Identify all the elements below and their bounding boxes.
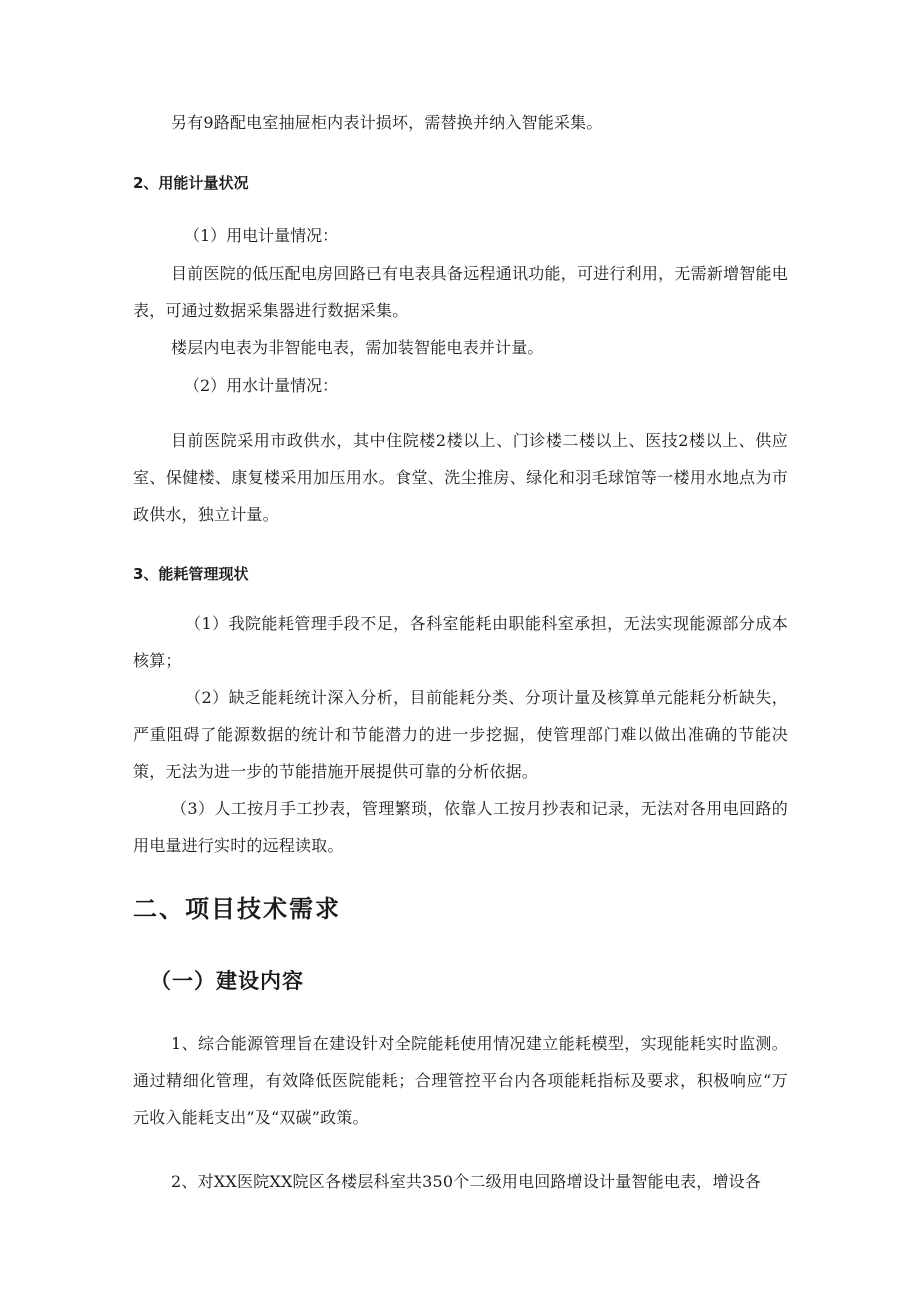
subsection-title: （一）建设内容 (150, 968, 304, 993)
section-title: 二、项目技术需求 (133, 894, 341, 923)
paragraph-management-2: （2）缺乏能耗统计深入分析，目前能耗分类、分项计量及核算单元能耗分析缺失，严重阻碍了能源数据的统计和节能潜力的进一步挖掘，使管理部门难以做出准确的节能决策，无法为进一步的节能措施开展提供可靠的分析依据。 (133, 688, 788, 781)
paragraph-electricity-2: 楼层内电表为非智能电表，需加装智能电表并计量。 (171, 338, 544, 357)
paragraph-electricity-1: 目前医院的低压配电房回路已有电表具备远程通讯功能，可进行利用，无需新增智能电表，可通过数据采集器进行数据采集。 (133, 264, 788, 320)
paragraph-broken-meters: 另有9路配电室抽屉柜内表计损坏，需替换并纳入智能采集。 (171, 113, 603, 132)
subheading-water-metering: （2）用水计量情况： (184, 376, 339, 395)
heading-metering-status: 2、用能计量状况 (133, 174, 249, 192)
paragraph-management-3: （3）人工按月手工抄表，管理繁琐，依靠人工按月抄表和记录，无法对各用电回路的用电量进行实时的远程读取。 (133, 799, 788, 855)
paragraph-management-1: （1）我院能耗管理手段不足，各科室能耗由职能科室承担，无法实现能源部分成本核算； (133, 614, 788, 670)
paragraph-build-1: 1、综合能源管理旨在建设针对全院能耗使用情况建立能耗模型，实现能耗实时监测。通过精细化管理，有效降低医院能耗；合理管控平台内各项能耗指标及要求，积极响应“万元收入能耗支出”及“双碳”政策。 (133, 1034, 788, 1127)
subheading-electricity-metering: （1）用电计量情况： (184, 226, 339, 245)
heading-energy-management: 3、能耗管理现状 (133, 565, 249, 583)
paragraph-water: 目前医院采用市政供水，其中住院楼2楼以上、门诊楼二楼以上、医技2楼以上、供应室、保健楼、康复楼采用加压用水。食堂、洗尘推房、绿化和羽毛球馆等一楼用水地点为市政供水，独立计量。 (133, 431, 788, 524)
paragraph-build-2: 2、对XX医院XX院区各楼层科室共350个二级用电回路增设计量智能电表，增设各 (171, 1172, 762, 1191)
